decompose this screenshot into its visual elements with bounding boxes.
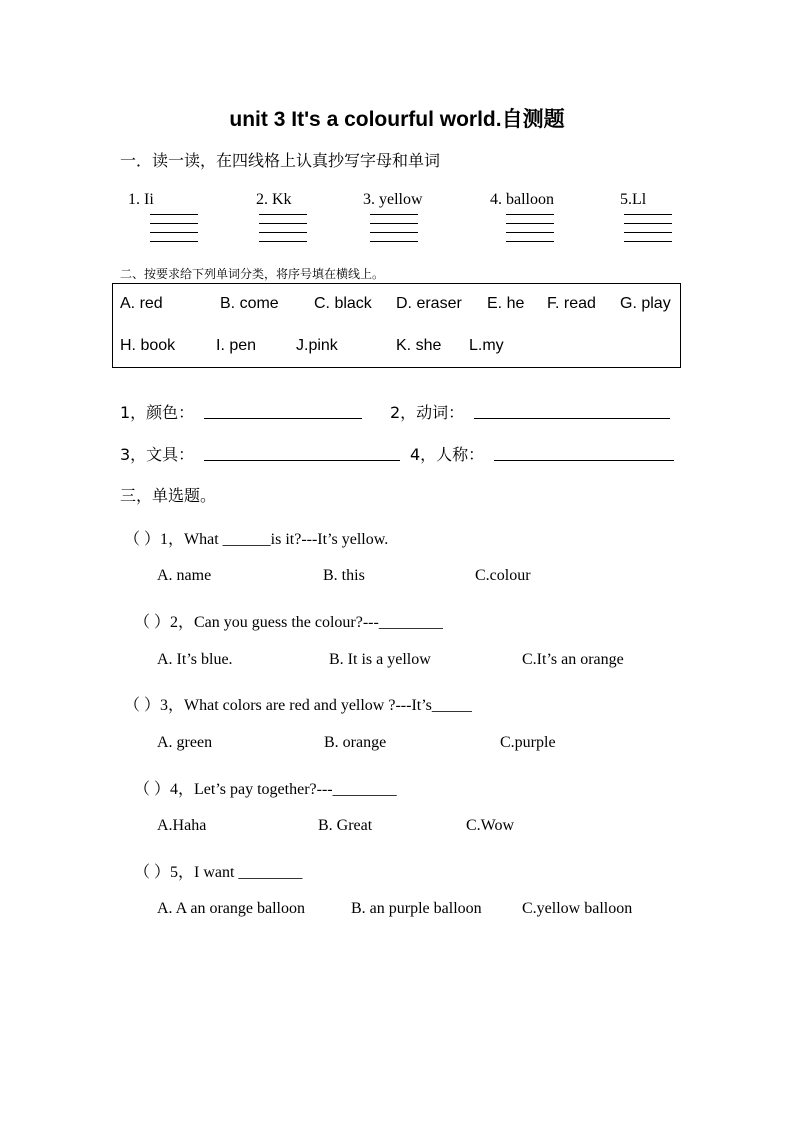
word-bank-item: K. she: [396, 337, 442, 354]
word-bank-item: E. he: [487, 295, 525, 312]
option: C.purple: [500, 734, 556, 751]
question-stem: （ ）1，What ______is it?---It’s yellow.: [124, 531, 389, 548]
answer-blank[interactable]: [474, 418, 670, 419]
option: B. an purple balloon: [351, 900, 482, 917]
option: C.It’s an orange: [522, 651, 624, 668]
answer-blank[interactable]: [494, 460, 674, 461]
option: A. green: [157, 734, 213, 751]
word-bank-item: G. play: [620, 295, 671, 312]
word-bank-item: C. black: [314, 295, 372, 312]
four-line-grid[interactable]: [150, 214, 198, 250]
four-line-grid[interactable]: [259, 214, 307, 250]
handwriting-item: 4. balloon: [490, 191, 554, 208]
answer-blank[interactable]: [204, 418, 362, 419]
section3-heading: 三，单选题。: [120, 486, 217, 505]
word-bank-item: I. pen: [216, 337, 257, 354]
question-stem: （ ）4，Let’s pay together?---________: [134, 781, 397, 798]
option: C.colour: [475, 567, 531, 584]
category-label: 1，颜色：: [120, 403, 195, 422]
answer-blank[interactable]: [204, 460, 400, 461]
word-bank-item: B. come: [220, 295, 279, 312]
four-line-grid[interactable]: [506, 214, 554, 250]
handwriting-item: 2. Kk: [256, 191, 292, 208]
option: A. A an orange balloon: [157, 900, 305, 917]
option: B. It is a yellow: [329, 651, 431, 668]
option: C.yellow balloon: [522, 900, 633, 917]
handwriting-item: 1. Ii: [128, 191, 154, 208]
option: A. It’s blue.: [157, 651, 233, 668]
section2-heading: 二、按要求给下列单词分类，将序号填在横线上。: [120, 267, 385, 281]
question-stem: （ ）3，What colors are red and yellow ?---It’s_____: [124, 697, 472, 714]
word-bank-item: J.pink: [296, 337, 338, 354]
category-label: 2，动词：: [390, 403, 465, 422]
word-bank-item: F. read: [547, 295, 596, 312]
option: B. this: [323, 567, 365, 584]
section1-heading: 一．读一读，在四线格上认真抄写字母和单词: [120, 151, 441, 170]
page-title: unit 3 It's a colourful world.自测题: [229, 108, 565, 131]
option: C.Wow: [466, 817, 515, 834]
word-bank-item: H. book: [120, 337, 176, 354]
handwriting-item: 5.Ll: [620, 191, 647, 208]
word-bank-item: D. eraser: [396, 295, 462, 312]
four-line-grid[interactable]: [624, 214, 672, 250]
question-stem: （ ）2，Can you guess the colour?---________: [134, 614, 443, 631]
option: A. name: [157, 567, 212, 584]
option: A.Haha: [157, 817, 207, 834]
word-bank-item: A. red: [120, 295, 163, 312]
word-bank-item: L.my: [469, 337, 504, 354]
option: B. Great: [318, 817, 373, 834]
category-label: 3，文具：: [120, 445, 195, 464]
question-stem: （ ）5，I want ________: [134, 864, 303, 881]
option: B. orange: [324, 734, 387, 751]
four-line-grid[interactable]: [370, 214, 418, 250]
category-label: 4，人称：: [410, 445, 485, 464]
handwriting-item: 3. yellow: [363, 191, 423, 208]
